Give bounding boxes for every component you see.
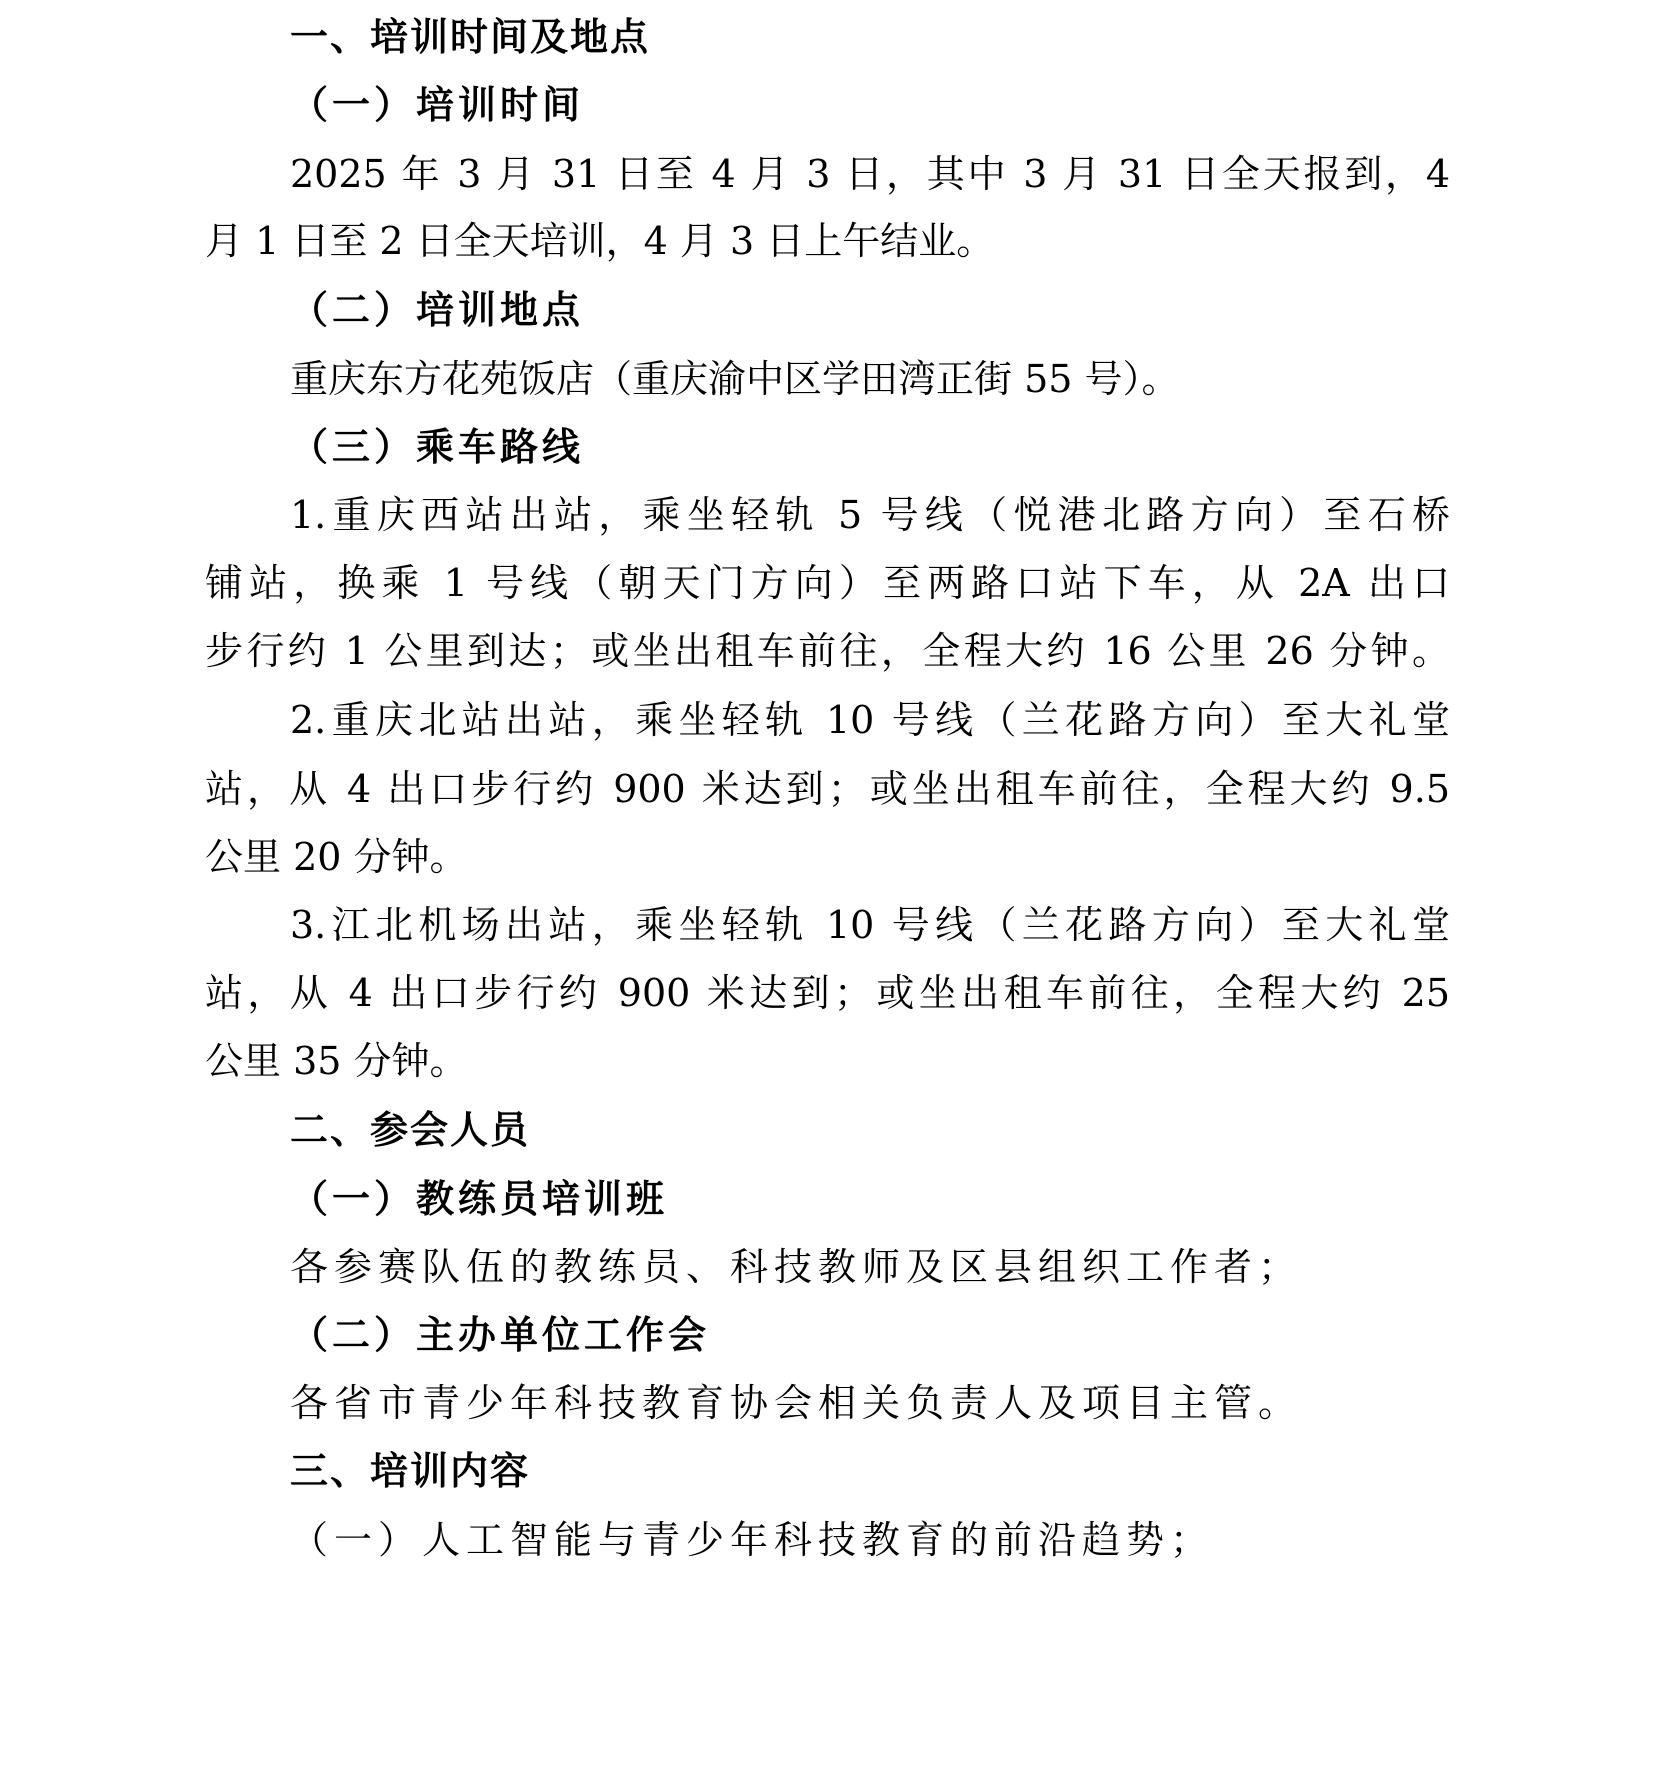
- paragraph-line: （一）人工智能与青少年科技教育的前沿趋势；: [290, 1518, 1215, 1562]
- paragraph-line: 公里 20 分钟。: [205, 835, 468, 879]
- paragraph-line: 3.江北机场出站，乘坐轻轨 10 号线（兰花路方向）至大礼堂: [290, 903, 1450, 947]
- paragraph-line: 2.重庆北站出站，乘坐轻轨 10 号线（兰花路方向）至大礼堂: [290, 698, 1450, 742]
- paragraph-line: 步行约 1 公里到达；或坐出租车前往，全程大约 16 公里 26 分钟。: [205, 629, 1450, 673]
- section-heading: 三、培训内容: [290, 1449, 531, 1493]
- subsection-heading: （二）主办单位工作会: [290, 1312, 711, 1357]
- section-heading: 二、参会人员: [290, 1108, 531, 1152]
- paragraph-line: 重庆东方花苑饭店（重庆渝中区学田湾正街 55 号）。: [290, 357, 1180, 401]
- paragraph-line: 月 1 日至 2 日全天培训，4 月 3 日上午结业。: [205, 219, 995, 263]
- paragraph-line: 2025 年 3 月 31 日至 4 月 3 日，其中 3 月 31 日全天报到，4: [290, 152, 1450, 196]
- paragraph-line: 1.重庆西站出站，乘坐轻轨 5 号线（悦港北路方向）至石桥: [290, 493, 1450, 537]
- paragraph-line: 铺站，换乘 1 号线（朝天门方向）至两路口站下车，从 2A 出口: [205, 561, 1450, 605]
- section-heading: 一、培训时间及地点: [290, 15, 651, 59]
- subsection-heading: （一）教练员培训班: [290, 1176, 669, 1221]
- paragraph-line: 各参赛队伍的教练员、科技教师及区县组织工作者；: [290, 1245, 1303, 1289]
- paragraph-line: 站，从 4 出口步行约 900 米达到；或坐出租车前往，全程大约 9.5: [205, 767, 1450, 811]
- paragraph-line: 公里 35 分钟。: [205, 1039, 468, 1083]
- subsection-heading: （二）培训地点: [290, 287, 585, 332]
- paragraph-line: 站，从 4 出口步行约 900 米达到；或坐出租车前往，全程大约 25: [205, 971, 1450, 1015]
- subsection-heading: （三）乘车路线: [290, 424, 585, 469]
- subsection-heading: （一）培训时间: [290, 82, 585, 127]
- paragraph-line: 各省市青少年科技教育协会相关负责人及项目主管。: [290, 1381, 1303, 1425]
